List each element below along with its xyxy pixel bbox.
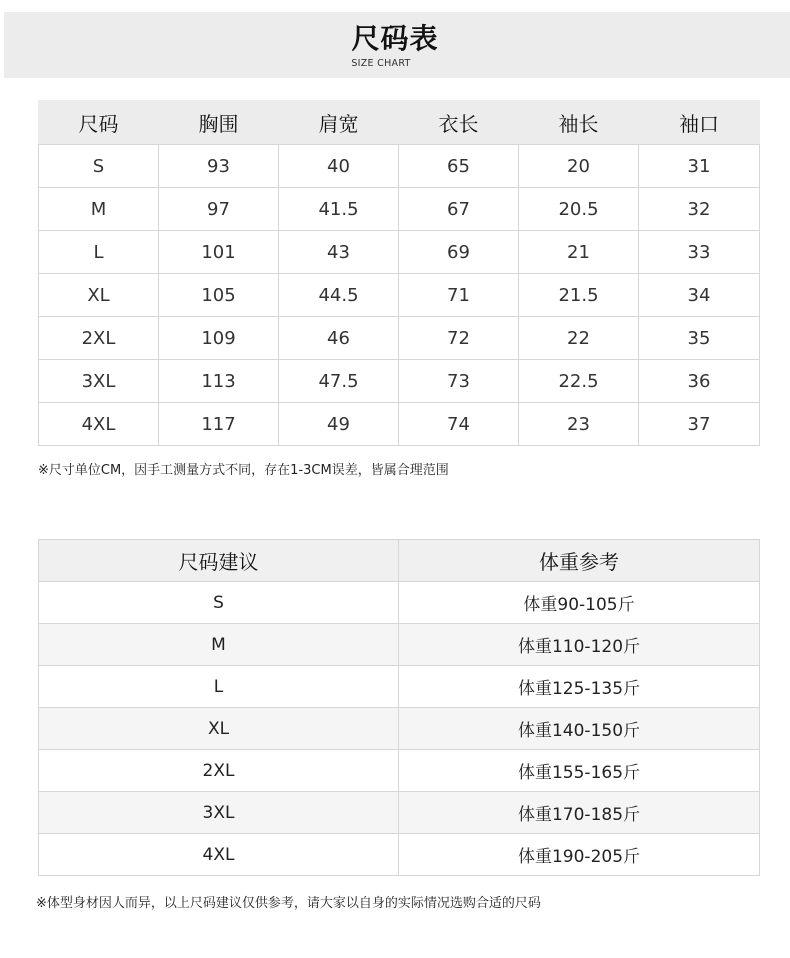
length-cell: 71	[399, 274, 519, 317]
chest-cell: 101	[159, 231, 279, 274]
column-header-size-advice: 尺码建议	[39, 540, 399, 582]
size-cell: L	[39, 231, 159, 274]
weight-cell: 体重155-165斤	[399, 750, 760, 792]
page-subtitle: SIZE CHART	[351, 58, 411, 69]
table-row	[39, 708, 760, 750]
column-header-shoulder: 肩宽	[279, 101, 399, 145]
chest-cell: 109	[159, 317, 279, 360]
size-cell: 3XL	[39, 792, 399, 834]
table-row	[39, 403, 760, 446]
chest-cell: 117	[159, 403, 279, 446]
weight-cell: 体重170-185斤	[399, 792, 760, 834]
shoulder-cell: 40	[279, 145, 399, 188]
weight-cell: 体重190-205斤	[399, 834, 760, 876]
size-recommendation-table	[38, 539, 760, 876]
cuff-cell: 34	[639, 274, 760, 317]
shoulder-cell: 41.5	[279, 188, 399, 231]
table-row	[39, 188, 760, 231]
table-row	[39, 274, 760, 317]
column-header-size: 尺码	[39, 101, 159, 145]
size-chart-header-row	[39, 101, 760, 145]
table-row	[39, 666, 760, 708]
weight-cell: 体重110-120斤	[399, 624, 760, 666]
cuff-cell: 35	[639, 317, 760, 360]
shoulder-cell: 43	[279, 231, 399, 274]
size-cell: XL	[39, 708, 399, 750]
sleeve-cell: 21.5	[519, 274, 639, 317]
size-cell: XL	[39, 274, 159, 317]
size-cell: M	[39, 624, 399, 666]
sleeve-cell: 21	[519, 231, 639, 274]
sleeve-cell: 22.5	[519, 360, 639, 403]
shoulder-cell: 44.5	[279, 274, 399, 317]
size-cell: 2XL	[39, 317, 159, 360]
weight-cell: 体重125-135斤	[399, 666, 760, 708]
table-row	[39, 360, 760, 403]
table-row	[39, 834, 760, 876]
weight-cell: 体重90-105斤	[399, 582, 760, 624]
table-row	[39, 624, 760, 666]
cuff-cell: 33	[639, 231, 760, 274]
weight-cell: 体重140-150斤	[399, 708, 760, 750]
sleeve-cell: 20.5	[519, 188, 639, 231]
size-advice-note: ※体型身材因人而异，以上尺码建议仅供参考，请大家以自身的实际情况选购合适的尺码	[36, 896, 541, 911]
sleeve-cell: 20	[519, 145, 639, 188]
table-row	[39, 792, 760, 834]
chest-cell: 105	[159, 274, 279, 317]
length-cell: 72	[399, 317, 519, 360]
column-header-length: 衣长	[399, 101, 519, 145]
cuff-cell: 37	[639, 403, 760, 446]
shoulder-cell: 46	[279, 317, 399, 360]
measurement-note: ※尺寸单位CM，因手工测量方式不同，存在1-3CM误差，皆属合理范围	[38, 463, 449, 478]
cuff-cell: 31	[639, 145, 760, 188]
size-cell: L	[39, 666, 399, 708]
column-header-weight: 体重参考	[399, 540, 760, 582]
shoulder-cell: 47.5	[279, 360, 399, 403]
length-cell: 65	[399, 145, 519, 188]
recommendation-header-row	[39, 540, 760, 582]
table-row	[39, 231, 760, 274]
column-header-chest: 胸围	[159, 101, 279, 145]
length-cell: 73	[399, 360, 519, 403]
size-cell: M	[39, 188, 159, 231]
column-header-cuff: 袖口	[639, 101, 760, 145]
size-cell: S	[39, 145, 159, 188]
cuff-cell: 36	[639, 360, 760, 403]
size-cell: S	[39, 582, 399, 624]
table-row	[39, 582, 760, 624]
page-title: 尺码表	[351, 22, 439, 55]
length-cell: 67	[399, 188, 519, 231]
size-cell: 2XL	[39, 750, 399, 792]
size-cell: 3XL	[39, 360, 159, 403]
size-chart-table	[38, 100, 760, 446]
column-header-sleeve: 袖长	[519, 101, 639, 145]
sleeve-cell: 22	[519, 317, 639, 360]
length-cell: 69	[399, 231, 519, 274]
sleeve-cell: 23	[519, 403, 639, 446]
shoulder-cell: 49	[279, 403, 399, 446]
size-cell: 4XL	[39, 834, 399, 876]
chest-cell: 113	[159, 360, 279, 403]
length-cell: 74	[399, 403, 519, 446]
chest-cell: 97	[159, 188, 279, 231]
size-cell: 4XL	[39, 403, 159, 446]
chest-cell: 93	[159, 145, 279, 188]
table-row	[39, 145, 760, 188]
table-row	[39, 750, 760, 792]
cuff-cell: 32	[639, 188, 760, 231]
table-row	[39, 317, 760, 360]
